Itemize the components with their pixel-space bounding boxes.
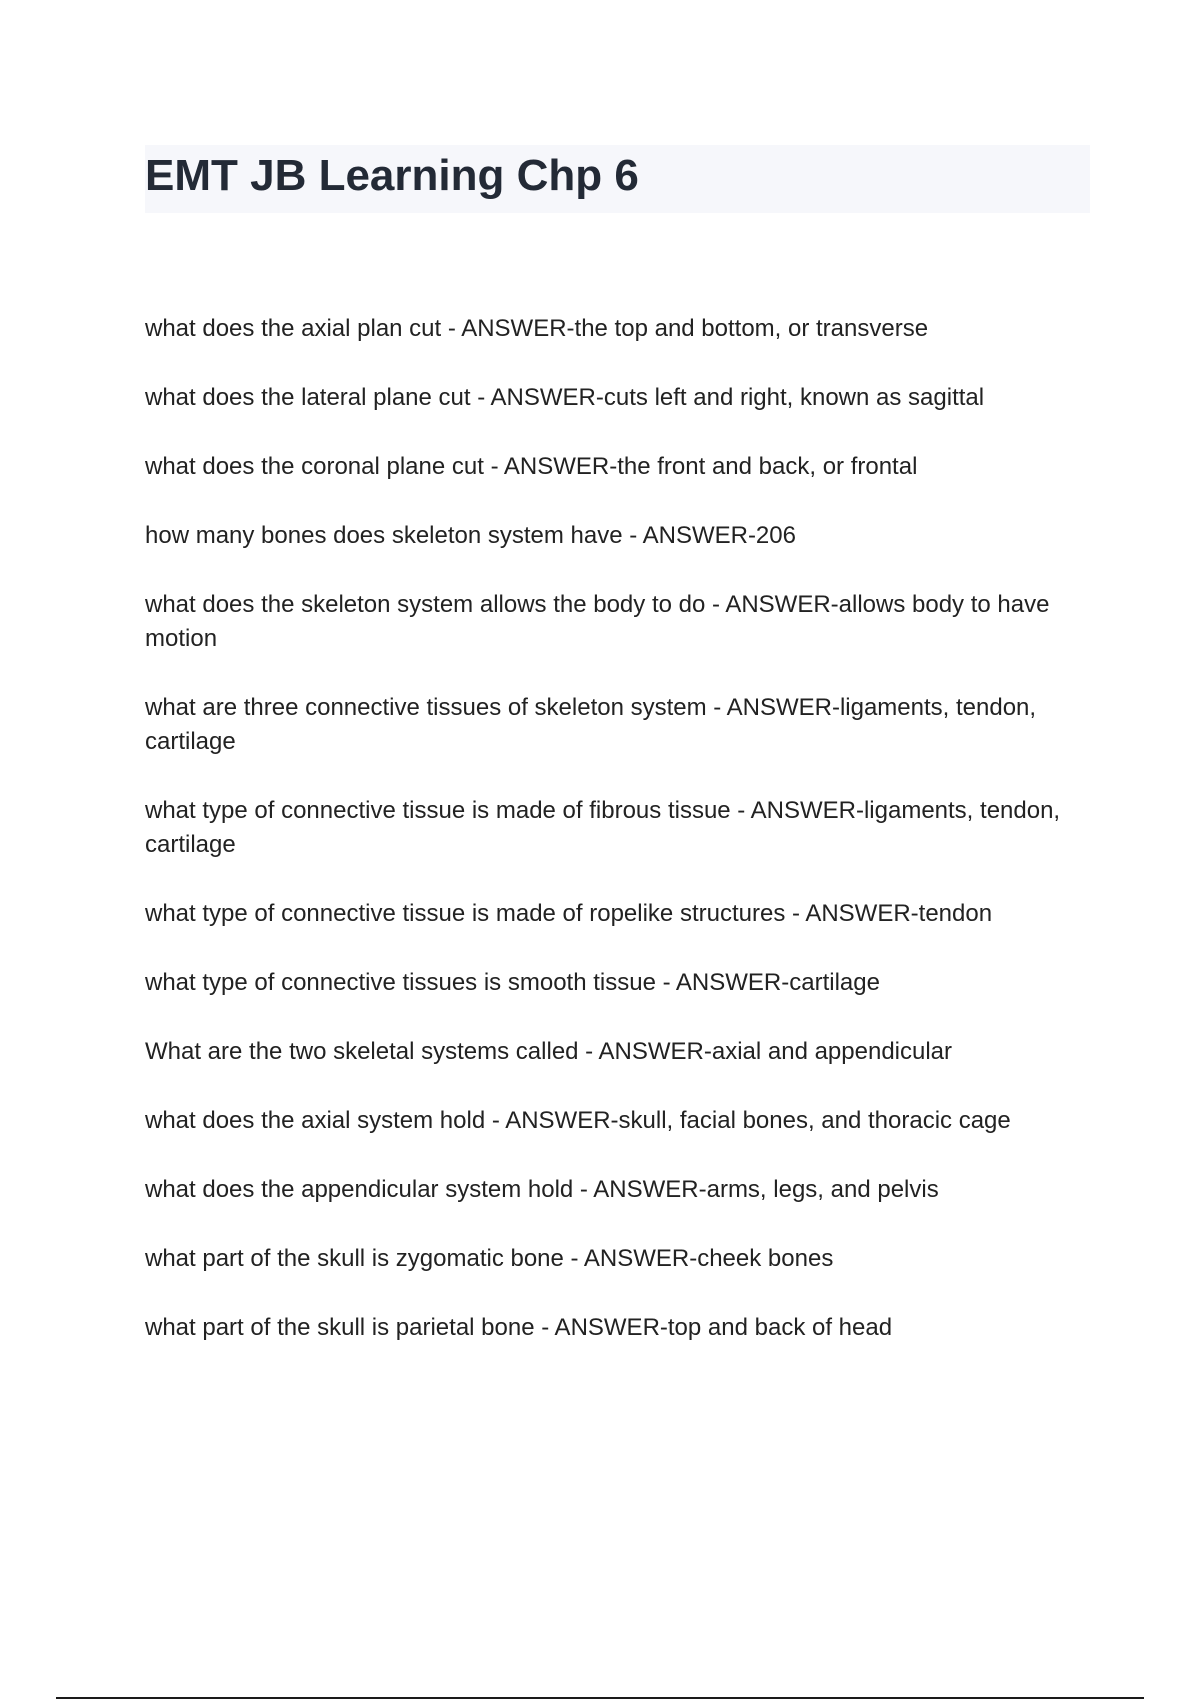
- qa-item: what does the appendicular system hold - ANSWER-arms, legs, and pelvis: [145, 1176, 939, 1203]
- qa-item: what does the lateral plane cut - ANSWER-cuts left and right, known as sagittal: [145, 384, 985, 411]
- title-band: [145, 145, 1090, 213]
- footer-rule: [56, 1697, 1144, 1699]
- qa-item: what does the coronal plane cut - ANSWER-the front and back, or frontal: [145, 453, 918, 480]
- qa-list: [145, 312, 1090, 1380]
- qa-item: how many bones does skeleton system have - ANSWER-206: [145, 522, 796, 549]
- qa-item: what does the axial plan cut - ANSWER-the top and bottom, or transverse: [145, 315, 929, 342]
- qa-item: what type of connective tissues is smooth tissue - ANSWER-cartilage: [145, 969, 880, 996]
- qa-item: What are the two skeletal systems called - ANSWER-axial and appendicular: [145, 1038, 953, 1065]
- qa-item: what part of the skull is parietal bone - ANSWER-top and back of head: [145, 1314, 893, 1341]
- qa-item: what part of the skull is zygomatic bone - ANSWER-cheek bones: [145, 1245, 834, 1272]
- qa-item: what type of connective tissue is made of ropelike structures - ANSWER-tendon: [145, 900, 993, 927]
- qa-item: what type of connective tissue is made of fibrous tissue - ANSWER-ligaments, tendon, cartilage: [145, 797, 1061, 858]
- qa-item: what does the axial system hold - ANSWER-skull, facial bones, and thoracic cage: [145, 1107, 1011, 1134]
- qa-item: what does the skeleton system allows the body to do - ANSWER-allows body to have motion: [145, 591, 1050, 652]
- qa-item: what are three connective tissues of skeleton system - ANSWER-ligaments, tendon, cartilage: [145, 694, 1037, 755]
- page-title: EMT JB Learning Chp 6: [145, 151, 639, 200]
